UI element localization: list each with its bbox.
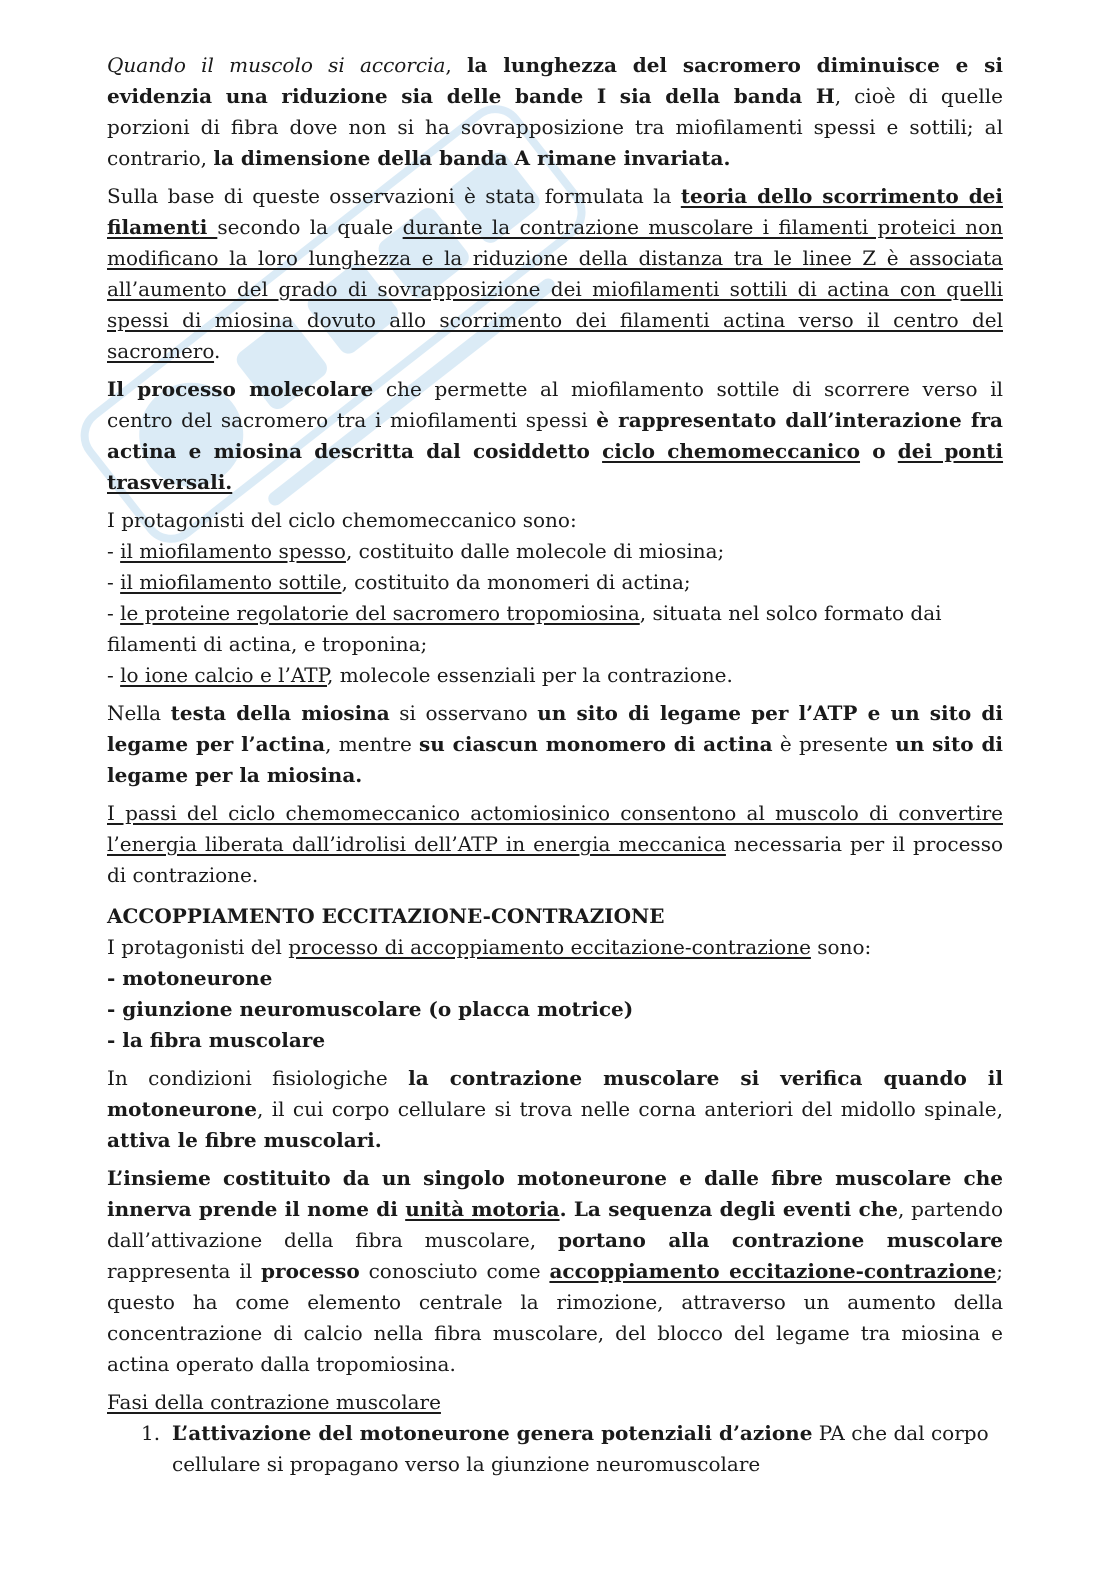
text-bold: la lunghezza del sacromero diminuisce e si evidenzia una riduzione sia delle bande I sia della banda H (107, 53, 1004, 108)
document-page (107, 50, 1003, 1480)
list-item: - giunzione neuromuscolare (o placca motrice) (107, 997, 634, 1021)
list-chemomechanical-protagonists (107, 505, 1003, 691)
numbered-list-item (141, 1418, 1003, 1480)
list-ec-coupling-protagonists (107, 932, 1003, 1056)
text-underline: I passi del ciclo chemomeccanico actomiosinico consentono al muscolo di convertire l’energia liberata dall’idrolisi dell’ATP in energia meccanica (107, 801, 1003, 856)
subsection-title: Fasi della contrazione muscolare (107, 1390, 441, 1414)
list-item: - le proteine regolatorie del sacromero tropomiosina, situata nel solco formato dai filamenti di actina, e troponina; (107, 601, 942, 656)
text-bold-underline: teoria dello scorrimento dei filamenti (107, 184, 1004, 239)
list-number: 1. (141, 1421, 161, 1445)
paragraph-cycle-steps (107, 798, 1003, 891)
list-item: - il miofilamento spesso, costituito dalle molecole di miosina; (107, 539, 725, 563)
text: , (445, 53, 467, 77)
text: Sulla base di queste osservazioni è stata formulata la (107, 184, 681, 208)
text-bold-underline: ciclo chemomeccanico (602, 439, 861, 463)
text-italic: Quando il muscolo si accorcia (107, 53, 446, 77)
text-bold: la dimensione della banda A rimane invariata. (213, 146, 731, 170)
text-underline: durante la contrazione muscolare i filamenti proteici non modificano la loro lunghezza e la riduzione della distanza tra le linee Z è associata all’aumento del grado di sovrapposizione dei miofilamenti sottili di actina con quelli spessi di miosina dovuto allo scorrimento dei filamenti actina verso il centro del sacromero (107, 215, 1003, 363)
paragraph-sliding-filament-theory (107, 181, 1003, 367)
section-heading: ACCOPPIAMENTO ECCITAZIONE-CONTRAZIONE (107, 904, 665, 928)
list-item-text: L’attivazione del motoneurone genera potenziali d’azione PA che dal corpo cellulare si propagano verso la giunzione neuromuscolare (172, 1421, 989, 1476)
text: che permette al miofilamento sottile di scorrere verso il centro del sacromero tra i miofilamenti spessi (107, 377, 1003, 432)
text: , cioè di quelle porzioni di fibra dove non si ha sovrapposizione tra miofilamenti spessi e sottili; al contrario, (107, 84, 1003, 170)
text-bold: o (860, 439, 898, 463)
list-item: - motoneurone (107, 966, 273, 990)
text-bold: è rappresentato dall’interazione fra actina e miosina descritta dal cosiddetto (107, 408, 1003, 463)
list-intro: I protagonisti del processo di accoppiamento eccitazione-contrazione sono: (107, 935, 872, 959)
list-intro: I protagonisti del ciclo chemomeccanico sono: (107, 508, 577, 532)
list-item: - lo ione calcio e l’ATP, molecole essenziali per la contrazione. (107, 663, 733, 687)
text: necessaria per il processo di contrazione. (107, 832, 1003, 887)
text-bold-underline: dei ponti trasversali. (107, 439, 1004, 494)
paragraph-physiological-conditions: In condizioni fisiologiche la contrazione muscolare si verifica quando il motoneurone, il cui corpo cellulare si trova nelle corna anteriori del midollo spinale, attiva le fibre muscolari. (107, 1066, 1003, 1152)
text: . (214, 339, 221, 363)
paragraph-molecular-process (107, 374, 1003, 498)
paragraph-motor-unit: L’insieme costituito da un singolo motoneurone e dalle fibre muscolare che innerva prende il nome di unità motoria. La sequenza degli eventi che, partendo dall’attivazione della fibra muscolare, portano alla contrazione muscolare rappresenta il processo conosciuto come accoppiamento eccitazione-contrazione; questo ha come elemento centrale la rimozione, attraverso un aumento della concentrazione di calcio nella fibra muscolare, del blocco del legame tra miosina e actina operato dalla tropomiosina. (107, 1166, 1003, 1376)
text-bold: Il processo molecolare (107, 377, 374, 401)
list-item: - il miofilamento sottile, costituito da monomeri di actina; (107, 570, 691, 594)
paragraph-myosin-head: Nella testa della miosina si osservano un sito di legame per l’ATP e un sito di legame per l’actina, mentre su ciascun monomero di actina è presente un sito di legame per la miosina. (107, 701, 1004, 787)
list-item: - la fibra muscolare (107, 1028, 326, 1052)
paragraph-sarcomere-shortening (107, 50, 1003, 174)
text: secondo la quale (217, 215, 403, 239)
